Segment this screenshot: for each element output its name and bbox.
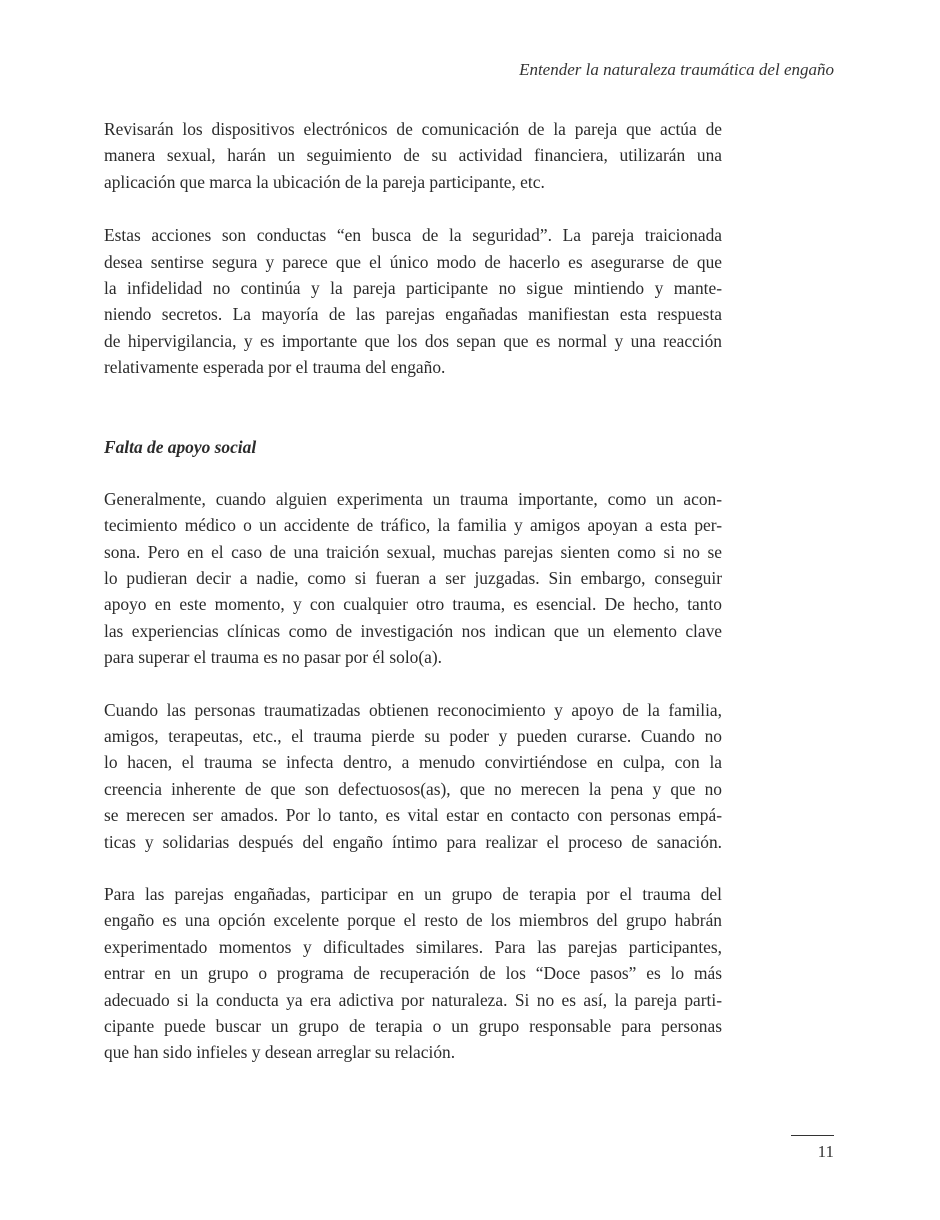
page-number: 11 bbox=[817, 1142, 834, 1161]
text-line: relativamente esperada por el trauma del engaño. bbox=[104, 357, 446, 378]
paragraph bbox=[104, 116, 722, 195]
text-line: las experiencias clínicas como de investigación nos indican que un elemento clave bbox=[104, 620, 722, 641]
text-line: Revisarán los dispositivos electrónicos de comunicación de la pareja que actúa de bbox=[104, 119, 722, 139]
text-line: lo pudieran decir a nadie, como si fueran a ser juzgadas. Sin embargo, conseguir bbox=[104, 568, 722, 589]
text-line: se merecen ser amados. Por lo tanto, es vital estar en contacto con personas empá- bbox=[104, 805, 722, 826]
section-heading: Falta de apoyo social bbox=[104, 436, 257, 457]
text-line: manera sexual, harán un seguimiento de su actividad financiera, utilizarán una bbox=[104, 145, 722, 166]
text-line: adecuado si la conducta ya era adictiva por naturaleza. Si no es así, la pareja parti- bbox=[104, 989, 722, 1010]
text-line: Estas acciones son conductas “en busca de la seguridad”. La pareja traicionada bbox=[104, 225, 722, 246]
text-line: Generalmente, cuando alguien experimenta un trauma importante, como un acon- bbox=[104, 488, 722, 509]
text-line: sona. Pero en el caso de una traición sexual, muchas parejas sienten como si no se bbox=[104, 541, 722, 562]
text-line: ticas y solidarias después del engaño íntimo para realizar el proceso de sanación. bbox=[104, 831, 722, 852]
paragraph bbox=[104, 697, 722, 855]
text-line: niendo secretos. La mayoría de las parejas engañadas manifiestan esta respuesta bbox=[104, 304, 722, 325]
running-header: Entender la naturaleza traumática del engaño bbox=[519, 60, 834, 79]
paragraph bbox=[104, 881, 722, 1066]
text-line: lo hacen, el trauma se infecta dentro, a menudo convirtiéndose en culpa, con la bbox=[104, 752, 722, 773]
text-line: apoyo en este momento, y con cualquier otro trauma, es esencial. De hecho, tanto bbox=[104, 594, 722, 615]
paragraph bbox=[104, 222, 722, 380]
text-line: desea sentirse segura y parece que el único modo de hacerlo es asegurarse de que bbox=[104, 251, 722, 272]
text-line: Para las parejas engañadas, participar en un grupo de terapia por el trauma del bbox=[104, 884, 722, 904]
text-line: amigos, terapeutas, etc., el trauma pierde su poder y pueden curarse. Cuando no bbox=[104, 726, 722, 747]
text-line: cipante puede buscar un grupo de terapia o un grupo responsable para personas bbox=[104, 1015, 722, 1036]
text-line: entrar en un grupo o programa de recuperación de los “Doce pasos” es lo más bbox=[104, 963, 722, 984]
text-line: Cuando las personas traumatizadas obtienen reconocimiento y apoyo de la familia, bbox=[104, 699, 722, 720]
text-line: aplicación que marca la ubicación de la pareja participante, etc. bbox=[104, 171, 545, 192]
text-line: la infidelidad no continúa y la pareja participante no sigue mintiendo y mante- bbox=[104, 277, 722, 298]
text-line: de hipervigilancia, y es importante que los dos sepan que es normal y una reacción bbox=[104, 330, 722, 351]
footer-rule bbox=[791, 1135, 834, 1136]
paragraph bbox=[104, 486, 722, 671]
text-line: experimentado momentos y dificultades similares. Para las parejas participantes, bbox=[104, 936, 722, 957]
text-line: engaño es una opción excelente porque el resto de los miembros del grupo habrán bbox=[104, 910, 722, 931]
text-line: creencia inherente de que son defectuosos(as), que no merecen la pena y que no bbox=[104, 778, 722, 799]
text-line: para superar el trauma es no pasar por él solo(a). bbox=[104, 647, 443, 668]
text-line: tecimiento médico o un accidente de tráfico, la familia y amigos apoyan a esta per- bbox=[104, 515, 722, 536]
text-line: que han sido infieles y desean arreglar su relación. bbox=[104, 1042, 456, 1063]
page-body bbox=[104, 116, 722, 1066]
